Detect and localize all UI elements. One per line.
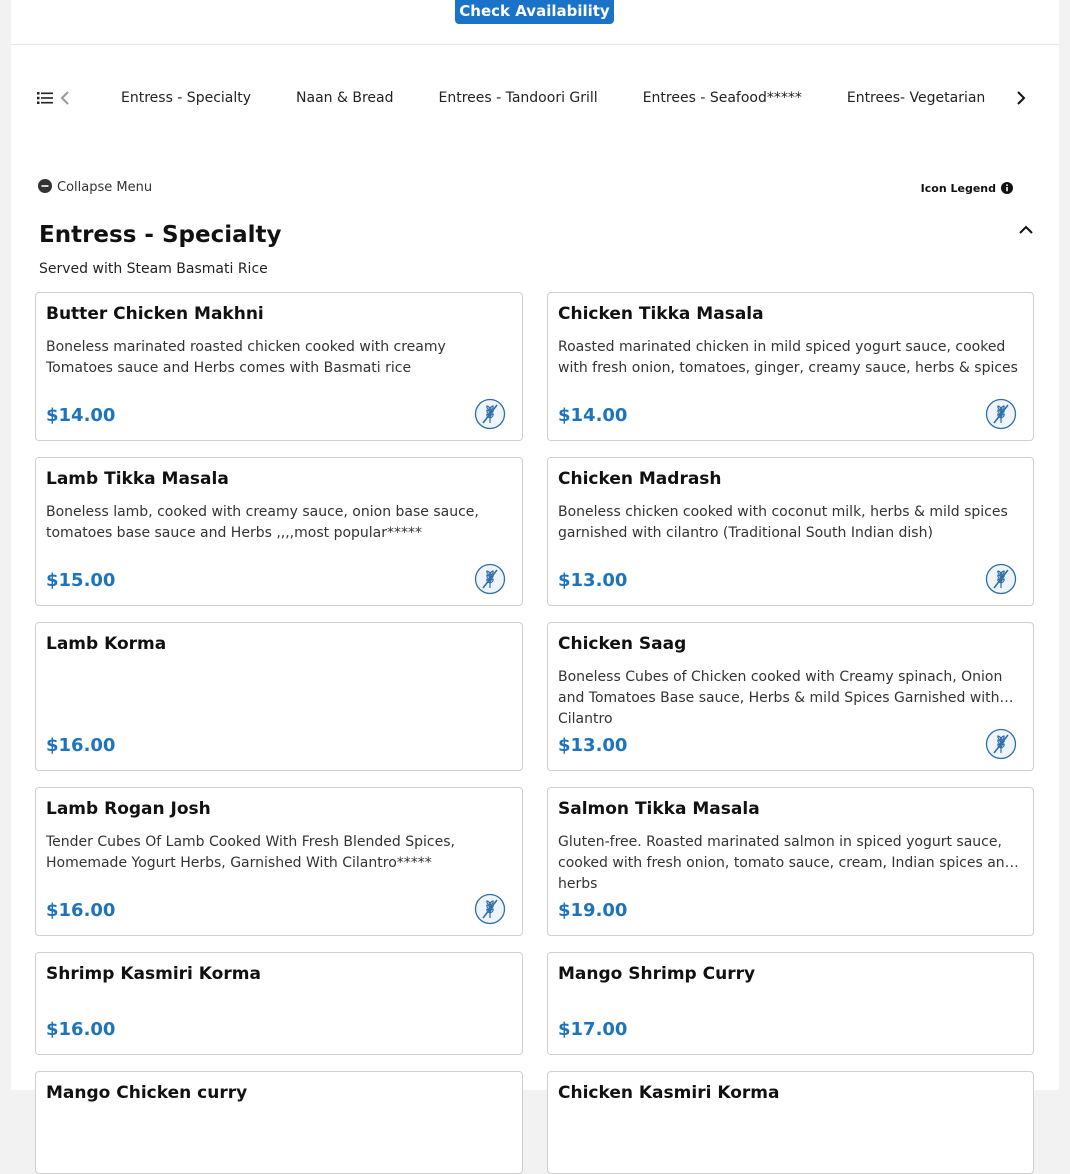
item-description: Tender Cubes Of Lamb Cooked With Fresh Blended Spices, Homemade Yogurt Herbs, Garnished With Cilantro***** xyxy=(46,834,455,871)
menu-item-card[interactable] xyxy=(35,622,523,771)
item-name: Lamb Korma xyxy=(46,634,167,654)
gluten-free-icon xyxy=(985,563,1017,595)
tab-vegetarian[interactable]: Entrees- Vegetarian xyxy=(846,90,986,106)
item-price: $14.00 xyxy=(46,405,116,426)
item-name: Salmon Tikka Masala xyxy=(558,799,760,819)
menu-item-card[interactable] xyxy=(547,622,1034,771)
menu-item-card[interactable] xyxy=(35,952,523,1055)
item-description: Gluten-free. Roasted marinated salmon in spiced yogurt sauce, cooked with fresh onion, tomato sauce, cream, Indian spices and herbs xyxy=(558,834,1014,892)
gluten-free-icon xyxy=(985,398,1017,430)
check-availability-button[interactable]: Check Availability xyxy=(455,0,614,24)
item-description: Boneless chicken cooked with coconut milk, herbs & mild spices garnished with cilantro (Traditional South Indian dish) xyxy=(558,504,1008,541)
section-subtitle: Served with Steam Basmati Rice xyxy=(39,261,268,277)
menu-item-card[interactable] xyxy=(35,457,523,606)
item-price: $17.00 xyxy=(558,1019,628,1040)
gluten-free-icon xyxy=(474,398,506,430)
menu-item-card[interactable] xyxy=(547,952,1034,1055)
menu-item-card[interactable] xyxy=(547,787,1034,936)
menu-item-card[interactable] xyxy=(547,1071,1034,1174)
gluten-free-icon xyxy=(474,563,506,595)
minus-circle-icon xyxy=(38,178,52,197)
item-price: $16.00 xyxy=(46,900,116,921)
chevron-up-icon[interactable] xyxy=(1018,222,1034,242)
item-name: Lamb Tikka Masala xyxy=(46,469,229,489)
menu-item-card[interactable] xyxy=(547,457,1034,606)
item-name: Butter Chicken Makhni xyxy=(46,304,264,324)
item-price: $13.00 xyxy=(558,570,628,591)
collapse-menu-button[interactable] xyxy=(38,178,152,197)
item-price: $14.00 xyxy=(558,405,628,426)
menu-items-grid xyxy=(35,292,1034,1174)
chevron-right-icon[interactable] xyxy=(1015,90,1027,110)
tab-tandoori-grill[interactable]: Entrees - Tandoori Grill xyxy=(438,90,598,106)
gluten-free-icon xyxy=(474,893,506,925)
item-description xyxy=(46,667,512,709)
menu-item-card[interactable] xyxy=(35,787,523,936)
tab-entress-specialty[interactable]: Entress - Specialty xyxy=(121,90,252,106)
section-title: Entress - Specialty xyxy=(39,222,282,248)
item-description: Boneless Cubes of Chicken cooked with Creamy spinach, Onion and Tomatoes Base sauce, Herbs & mild Spices Garnished with Cilantro xyxy=(558,669,1003,727)
item-price: $16.00 xyxy=(46,735,116,756)
item-description: Roasted marinated chicken in mild spiced yogurt sauce, cooked with fresh onion, tomatoes, ginger, creamy sauce, herbs & spices xyxy=(558,339,1018,376)
tab-seafood[interactable]: Entrees - Seafood***** xyxy=(642,90,802,106)
item-description: Boneless lamb, cooked with creamy sauce, onion base sauce, tomatoes base sauce and Herbs ,,,,most popular***** xyxy=(46,504,479,541)
item-name: Mango Shrimp Curry xyxy=(558,964,756,984)
item-price: $16.00 xyxy=(46,1019,116,1040)
item-price: $15.00 xyxy=(46,570,116,591)
info-icon xyxy=(1001,179,1013,198)
item-name: Mango Chicken curry xyxy=(46,1083,248,1103)
menu-item-card[interactable] xyxy=(35,1071,523,1174)
menu-item-card[interactable] xyxy=(547,292,1034,441)
tabs-viewport xyxy=(101,78,986,120)
icon-legend-button[interactable] xyxy=(921,179,1013,198)
tab-naan-bread[interactable]: Naan & Bread xyxy=(296,90,394,106)
menu-list-icon[interactable] xyxy=(37,90,53,110)
item-name: Lamb Rogan Josh xyxy=(46,799,211,819)
icon-legend-label: Icon Legend xyxy=(920,182,996,195)
item-name: Chicken Madrash xyxy=(558,469,722,489)
gluten-free-icon xyxy=(985,728,1017,760)
item-name: Shrimp Kasmiri Korma xyxy=(46,964,261,984)
menu-page xyxy=(11,0,1059,1103)
item-name: Chicken Saag xyxy=(558,634,687,654)
item-price: $13.00 xyxy=(558,735,628,756)
item-name: Chicken Kasmiri Korma xyxy=(558,1083,780,1103)
category-nav xyxy=(11,78,1059,120)
chevron-left-icon[interactable] xyxy=(59,90,71,110)
category-tabs xyxy=(101,78,986,120)
menu-item-card[interactable] xyxy=(35,292,523,441)
item-description: Boneless marinated roasted chicken cooked with creamy Tomatoes sauce and Herbs comes with Basmati rice xyxy=(46,339,446,376)
item-price: $19.00 xyxy=(558,900,628,921)
item-name: Chicken Tikka Masala xyxy=(558,304,764,324)
top-bar xyxy=(11,0,1059,45)
collapse-menu-label: Collapse Menu xyxy=(57,180,153,195)
